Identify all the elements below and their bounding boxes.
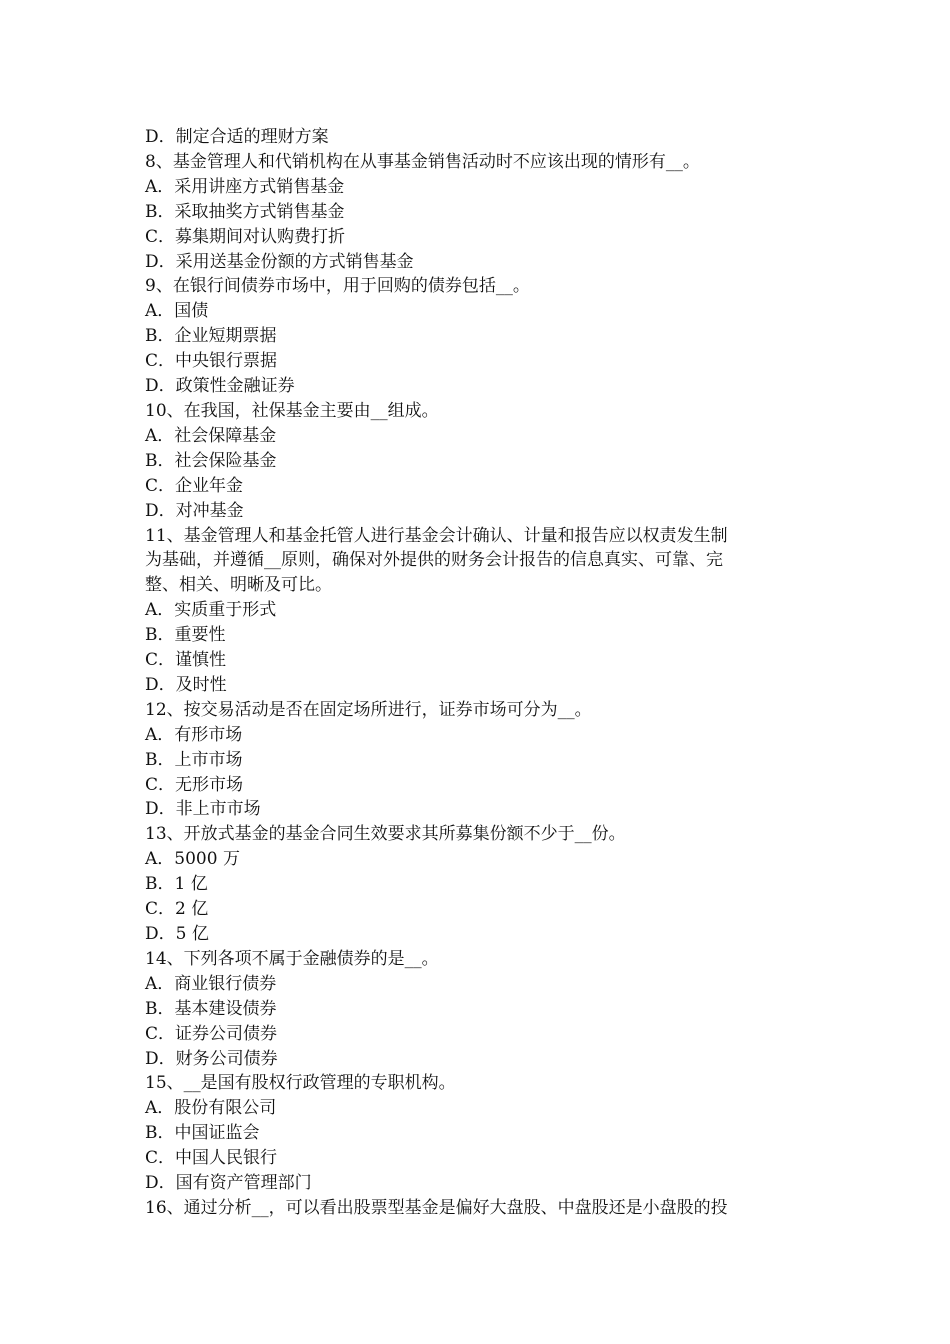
document-line: C．企业年金 xyxy=(145,475,244,496)
document-line: C．谨慎性 xyxy=(145,650,227,671)
document-line: A．股份有限公司 xyxy=(145,1098,277,1119)
document-line: C．中央银行票据 xyxy=(145,351,278,372)
document-line: 10、在我国，社保基金主要由__组成。 xyxy=(145,400,439,421)
document-line: C．2 亿 xyxy=(145,899,209,920)
document-line: C．募集期间对认购费打折 xyxy=(145,226,346,247)
document-line: C．无形市场 xyxy=(145,774,244,795)
document-line: 11、基金管理人和基金托管人进行基金会计确认、计量和报告应以权责发生制 xyxy=(145,525,728,546)
document-line: D．政策性金融证券 xyxy=(145,376,295,397)
document-line: 13、开放式基金的基金合同生效要求其所募集份额不少于__份。 xyxy=(145,824,626,845)
document-line: 9、在银行间债券市场中，用于回购的债券包括__。 xyxy=(145,276,530,297)
document-line: A．实质重于形式 xyxy=(145,600,277,621)
document-line: A．5000 万 xyxy=(145,849,240,870)
document-line: D．对冲基金 xyxy=(145,500,244,521)
document-line: B．基本建设债券 xyxy=(145,998,277,1019)
document-line: A．有形市场 xyxy=(145,724,243,745)
document-body xyxy=(145,125,810,1221)
document-line: A．国债 xyxy=(145,301,209,322)
document-line: C．中国人民银行 xyxy=(145,1148,278,1169)
document-line: B．采取抽奖方式销售基金 xyxy=(145,201,345,222)
document-line: 8、基金管理人和代销机构在从事基金销售活动时不应该出现的情形有__。 xyxy=(145,151,700,172)
document-line: D．采用送基金份额的方式销售基金 xyxy=(145,251,414,272)
document-line: 15、__是国有股权行政管理的专职机构。 xyxy=(145,1073,456,1094)
document-line: 16、通过分析__，可以看出股票型基金是偏好大盘股、中盘股还是小盘股的投 xyxy=(145,1197,728,1218)
document-line: B．社会保险基金 xyxy=(145,450,277,471)
document-line: D．5 亿 xyxy=(145,924,209,944)
document-line: B．重要性 xyxy=(145,625,226,646)
document-line: A．采用讲座方式销售基金 xyxy=(145,176,345,197)
document-line: A．社会保障基金 xyxy=(145,425,277,446)
document-line: B．上市市场 xyxy=(145,749,243,770)
document-line: C．证券公司债券 xyxy=(145,1023,278,1044)
document-line: A．商业银行债券 xyxy=(145,973,277,994)
document-line: 14、下列各项不属于金融债券的是__。 xyxy=(145,948,439,969)
document-line: 为基础，并遵循__原则，确保对外提供的财务会计报告的信息真实、可靠、完 xyxy=(145,550,723,571)
document-line: D．财务公司债券 xyxy=(145,1048,278,1069)
document-line: D．制定合适的理财方案 xyxy=(145,127,329,147)
document-line: D．及时性 xyxy=(145,674,227,695)
document-line: 整、相关、明晰及可比。 xyxy=(145,575,332,596)
document-line: D．国有资产管理部门 xyxy=(145,1173,312,1194)
document-line: 12、按交易活动是否在固定场所进行，证券市场可分为__。 xyxy=(145,699,592,720)
document-line: B．1 亿 xyxy=(145,874,208,895)
document-line: D．非上市市场 xyxy=(145,799,261,820)
document-line: B．中国证监会 xyxy=(145,1123,260,1144)
document-line: B．企业短期票据 xyxy=(145,326,277,347)
